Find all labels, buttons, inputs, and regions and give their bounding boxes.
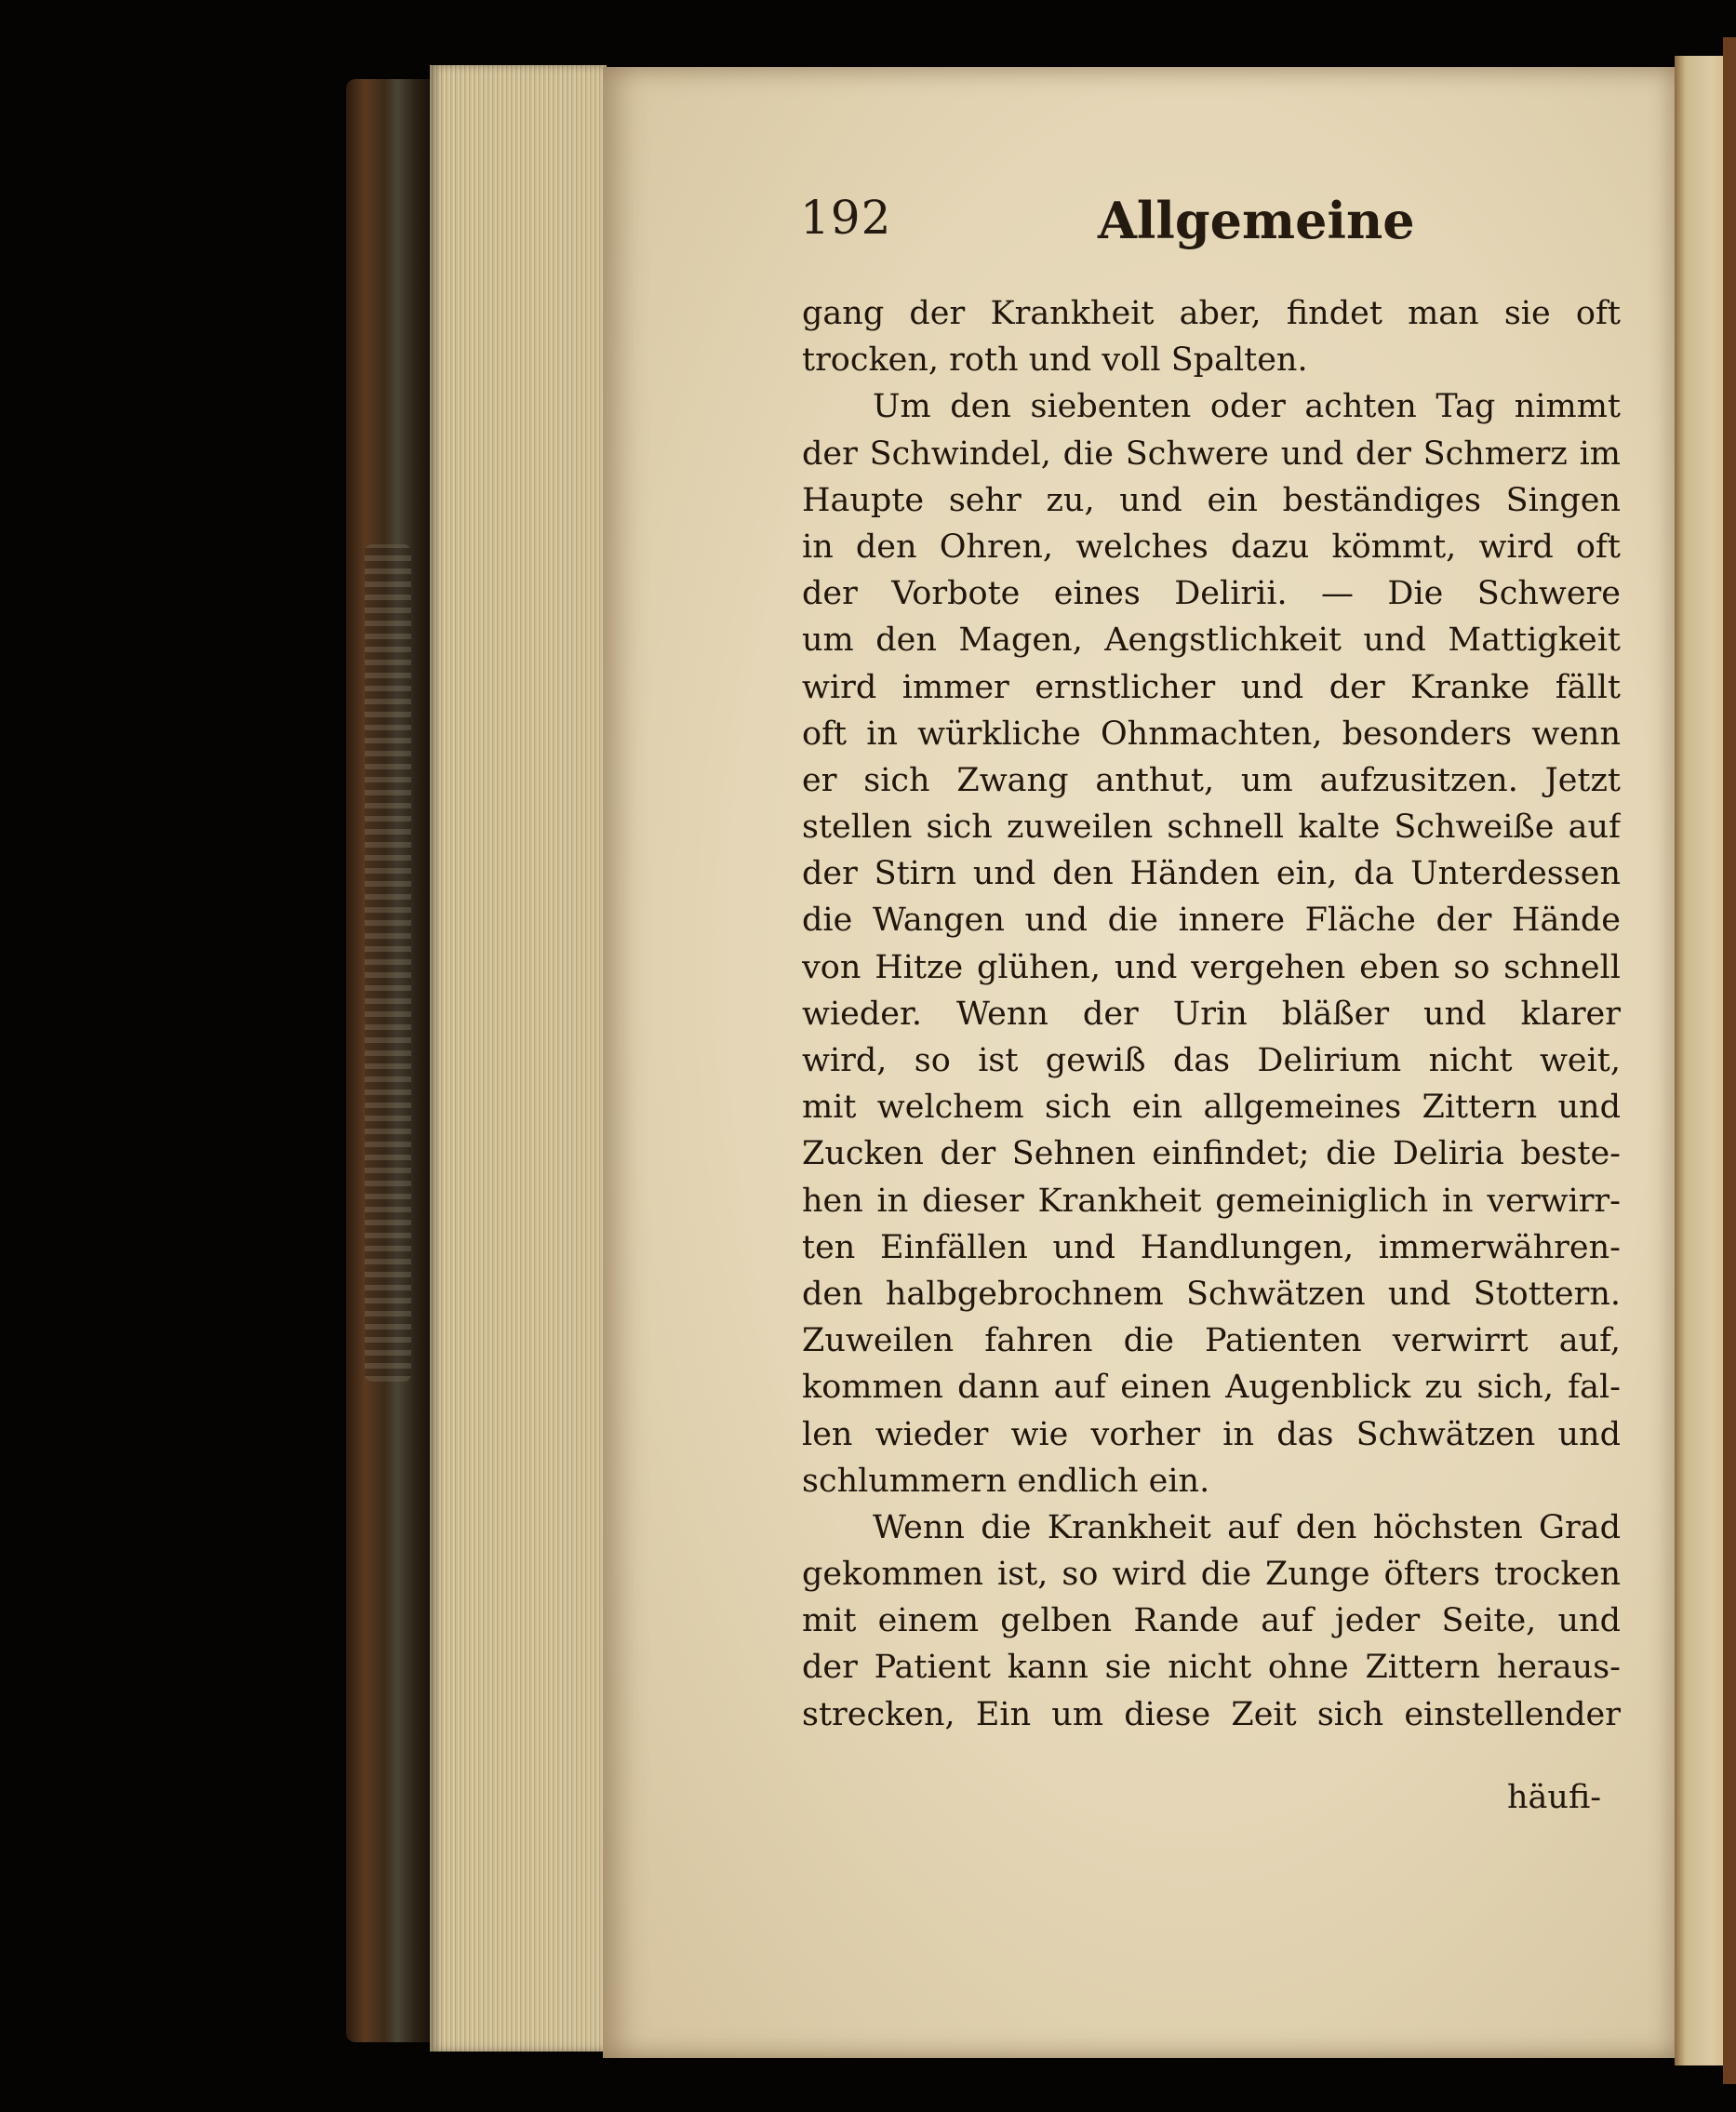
text-line: len wieder wie vorher in das Schwätzen und bbox=[802, 1415, 1621, 1453]
text-line: ten Einfällen und Handlungen, immerwähren- bbox=[802, 1228, 1621, 1266]
text-line: um den Magen, Aengstlichkeit und Mattigkeit bbox=[802, 622, 1621, 660]
text-line: wieder. Wenn der Urin bläßer und klarer bbox=[802, 995, 1621, 1033]
text-line: wird immer ernstlicher und der Kranke fällt bbox=[802, 668, 1621, 706]
text-line: von Hitze glühen, und vergehen eben so schnell bbox=[802, 948, 1621, 986]
text-line: stellen sich zuweilen schnell kalte Schweiße auf bbox=[802, 809, 1621, 847]
text-line: der Stirn und den Händen ein, da Unterdessen bbox=[802, 855, 1621, 893]
page-edges bbox=[430, 65, 607, 2052]
text-line: kommen dann auf einen Augenblick zu sich, fal- bbox=[802, 1369, 1621, 1407]
text-line: Zucken der Sehnen einfindet; die Deliria beste- bbox=[802, 1135, 1621, 1173]
text-line: mit einem gelben Rande auf jeder Seite, und bbox=[802, 1602, 1621, 1640]
text-line: in den Ohren, welches dazu kömmt, wird oft bbox=[802, 528, 1621, 566]
text-line: Wenn die Krankheit auf den höchsten Grad bbox=[873, 1508, 1621, 1546]
back-cover-edge bbox=[1723, 37, 1736, 2084]
text-line: trocken, roth und voll Spalten. bbox=[802, 341, 1308, 380]
text-line: wird, so ist gewiß das Delirium nicht weit, bbox=[802, 1042, 1621, 1079]
page-number: 192 bbox=[800, 191, 892, 245]
body-text bbox=[802, 290, 1621, 1738]
text-line: der Vorbote eines Delirii. — Die Schwere bbox=[802, 575, 1621, 613]
text-line: oft in würkliche Ohnmachten, besonders wenn bbox=[802, 715, 1621, 753]
text-line: hen in dieser Krankheit gemeiniglich in verwirr- bbox=[802, 1182, 1621, 1220]
text-line: schlummern endlich ein. bbox=[802, 1462, 1210, 1500]
text-line: der Schwindel, die Schwere und der Schmerz im bbox=[802, 434, 1621, 473]
book-spine bbox=[346, 79, 432, 2042]
text-line: die Wangen und die innere Fläche der Hände bbox=[802, 902, 1621, 940]
text-line: Zuweilen fahren die Patienten verwirrt auf, bbox=[802, 1322, 1621, 1360]
text-line: er sich Zwang anthut, um aufzusitzen. Jetzt bbox=[802, 761, 1621, 799]
text-line: mit welchem sich ein allgemeines Zittern und bbox=[802, 1089, 1621, 1127]
text-line: Haupte sehr zu, und ein beständiges Singen bbox=[802, 481, 1621, 519]
running-head: Allgemeine bbox=[1098, 191, 1415, 250]
text-line: der Patient kann sie nicht ohne Zittern heraus- bbox=[802, 1649, 1621, 1687]
text-line: den halbgebrochnem Schwätzen und Stottern. bbox=[802, 1275, 1621, 1313]
text-line: Um den siebenten oder achten Tag nimmt bbox=[873, 388, 1621, 426]
text-line: gekommen ist, so wird die Zunge öfters trocken bbox=[802, 1556, 1621, 1594]
text-line: strecken, Ein um diese Zeit sich einstellender bbox=[802, 1695, 1621, 1733]
catchword: häufi- bbox=[1507, 1779, 1602, 1816]
text-line: gang der Krankheit aber, findet man sie oft bbox=[802, 295, 1621, 332]
